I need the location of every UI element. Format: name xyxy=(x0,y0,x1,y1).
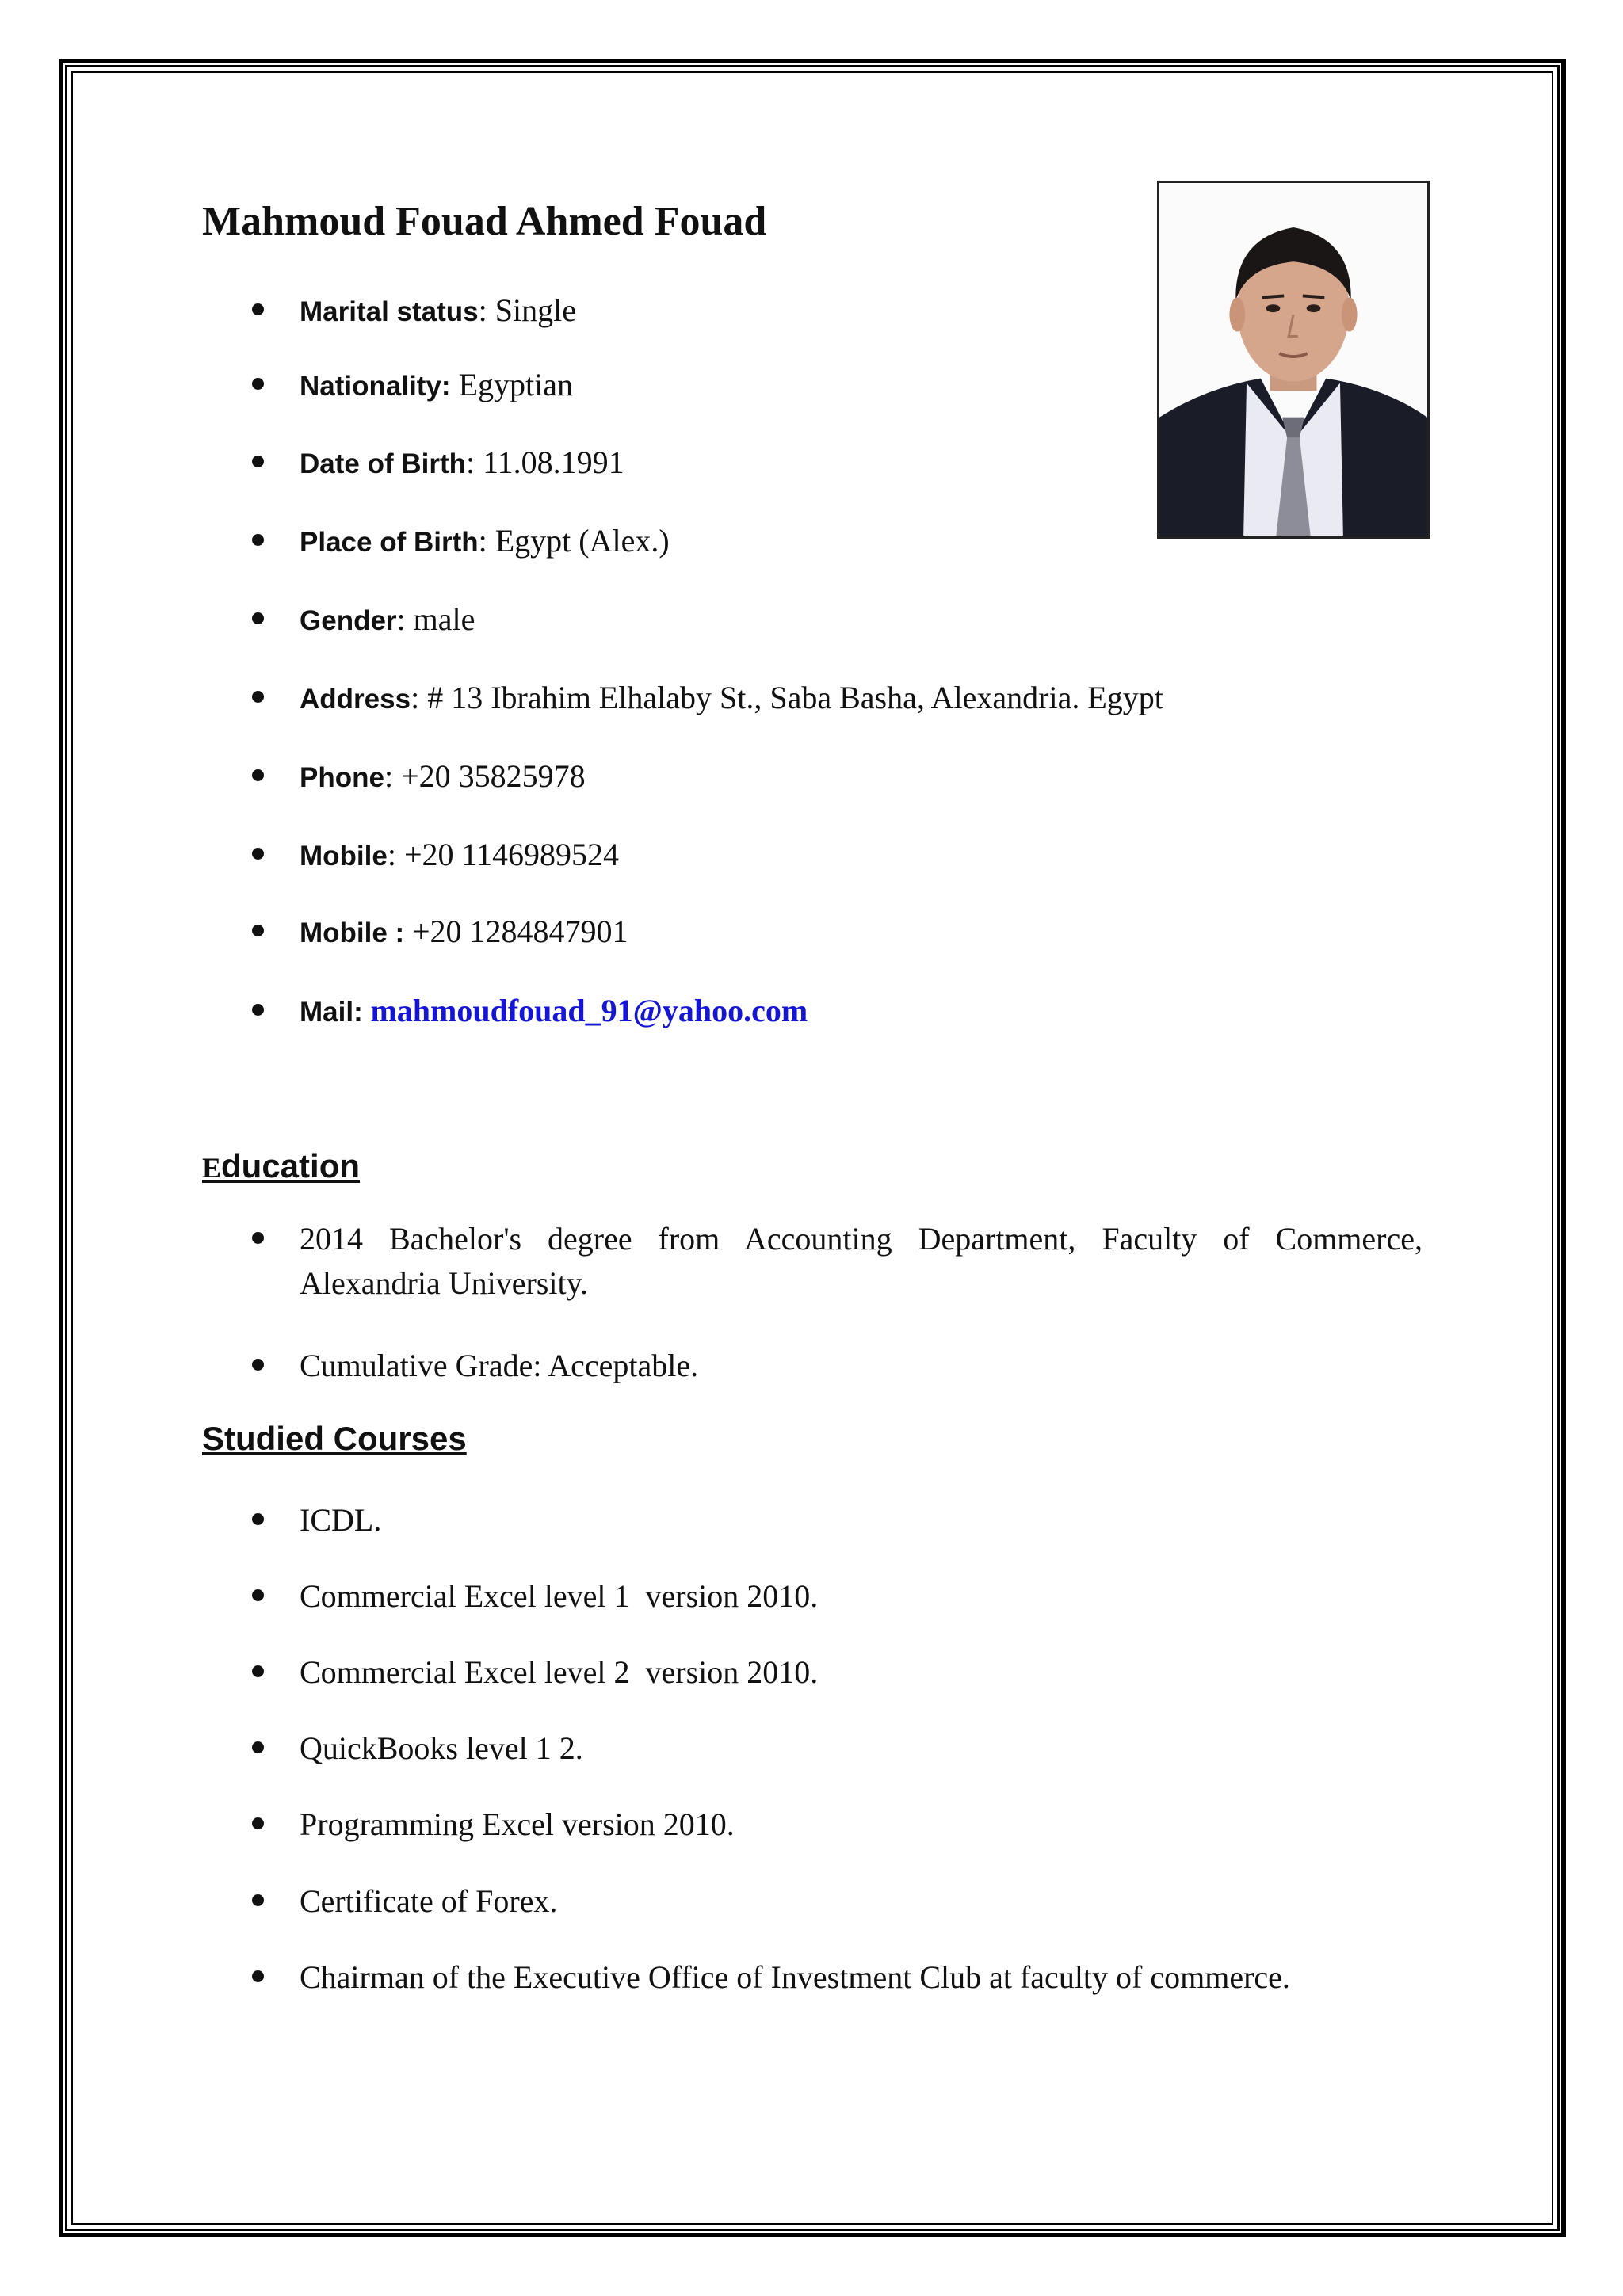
address-value: # 13 Ibrahim Elhalaby St., Saba Basha, Alexandria. Egypt xyxy=(427,680,1163,715)
gender-value: male xyxy=(413,601,475,637)
bullet xyxy=(252,1359,264,1371)
bullet xyxy=(252,1513,264,1525)
bullet xyxy=(252,1817,264,1829)
phone-value: +20 35825978 xyxy=(401,758,586,794)
bullet xyxy=(252,1894,264,1906)
bullet xyxy=(252,925,264,936)
bullet xyxy=(252,1004,264,1016)
bullet xyxy=(252,1665,264,1677)
bullet xyxy=(252,1741,264,1753)
bullet xyxy=(252,378,264,390)
bullet xyxy=(252,456,264,467)
bullet xyxy=(252,303,264,315)
mobile-1-value: +20 1146989524 xyxy=(403,837,620,872)
bullet xyxy=(252,1232,264,1244)
bullet xyxy=(252,1589,264,1601)
marital-status-value: Single xyxy=(495,292,576,328)
courses-heading: Studied Courses xyxy=(202,1420,467,1457)
candidate-name: Mahmoud Fouad Ahmed Fouad xyxy=(202,199,767,244)
education-item-degree: 2014 Bachelor's degree from Accounting Department, Faculty of Commerce, Alexandria University. xyxy=(202,1223,1423,1318)
date-of-birth-value: 11.08.1991 xyxy=(483,444,624,480)
profile-photo-illustration xyxy=(1159,183,1427,536)
place-of-birth-value: Egypt (Alex.) xyxy=(495,523,670,559)
bullet xyxy=(252,534,264,546)
education-heading: Education xyxy=(202,1147,361,1184)
email-link[interactable]: mahmoudfouad_91@yahoo.com xyxy=(370,993,808,1028)
mobile-2-value: +20 1284847901 xyxy=(411,913,628,949)
bullet xyxy=(252,612,264,624)
profile-photo xyxy=(1157,181,1430,539)
bullet xyxy=(252,691,264,703)
bullet xyxy=(252,1970,264,1982)
nationality-value: Egyptian xyxy=(458,367,573,402)
bullet xyxy=(252,769,264,781)
bullet xyxy=(252,848,264,860)
